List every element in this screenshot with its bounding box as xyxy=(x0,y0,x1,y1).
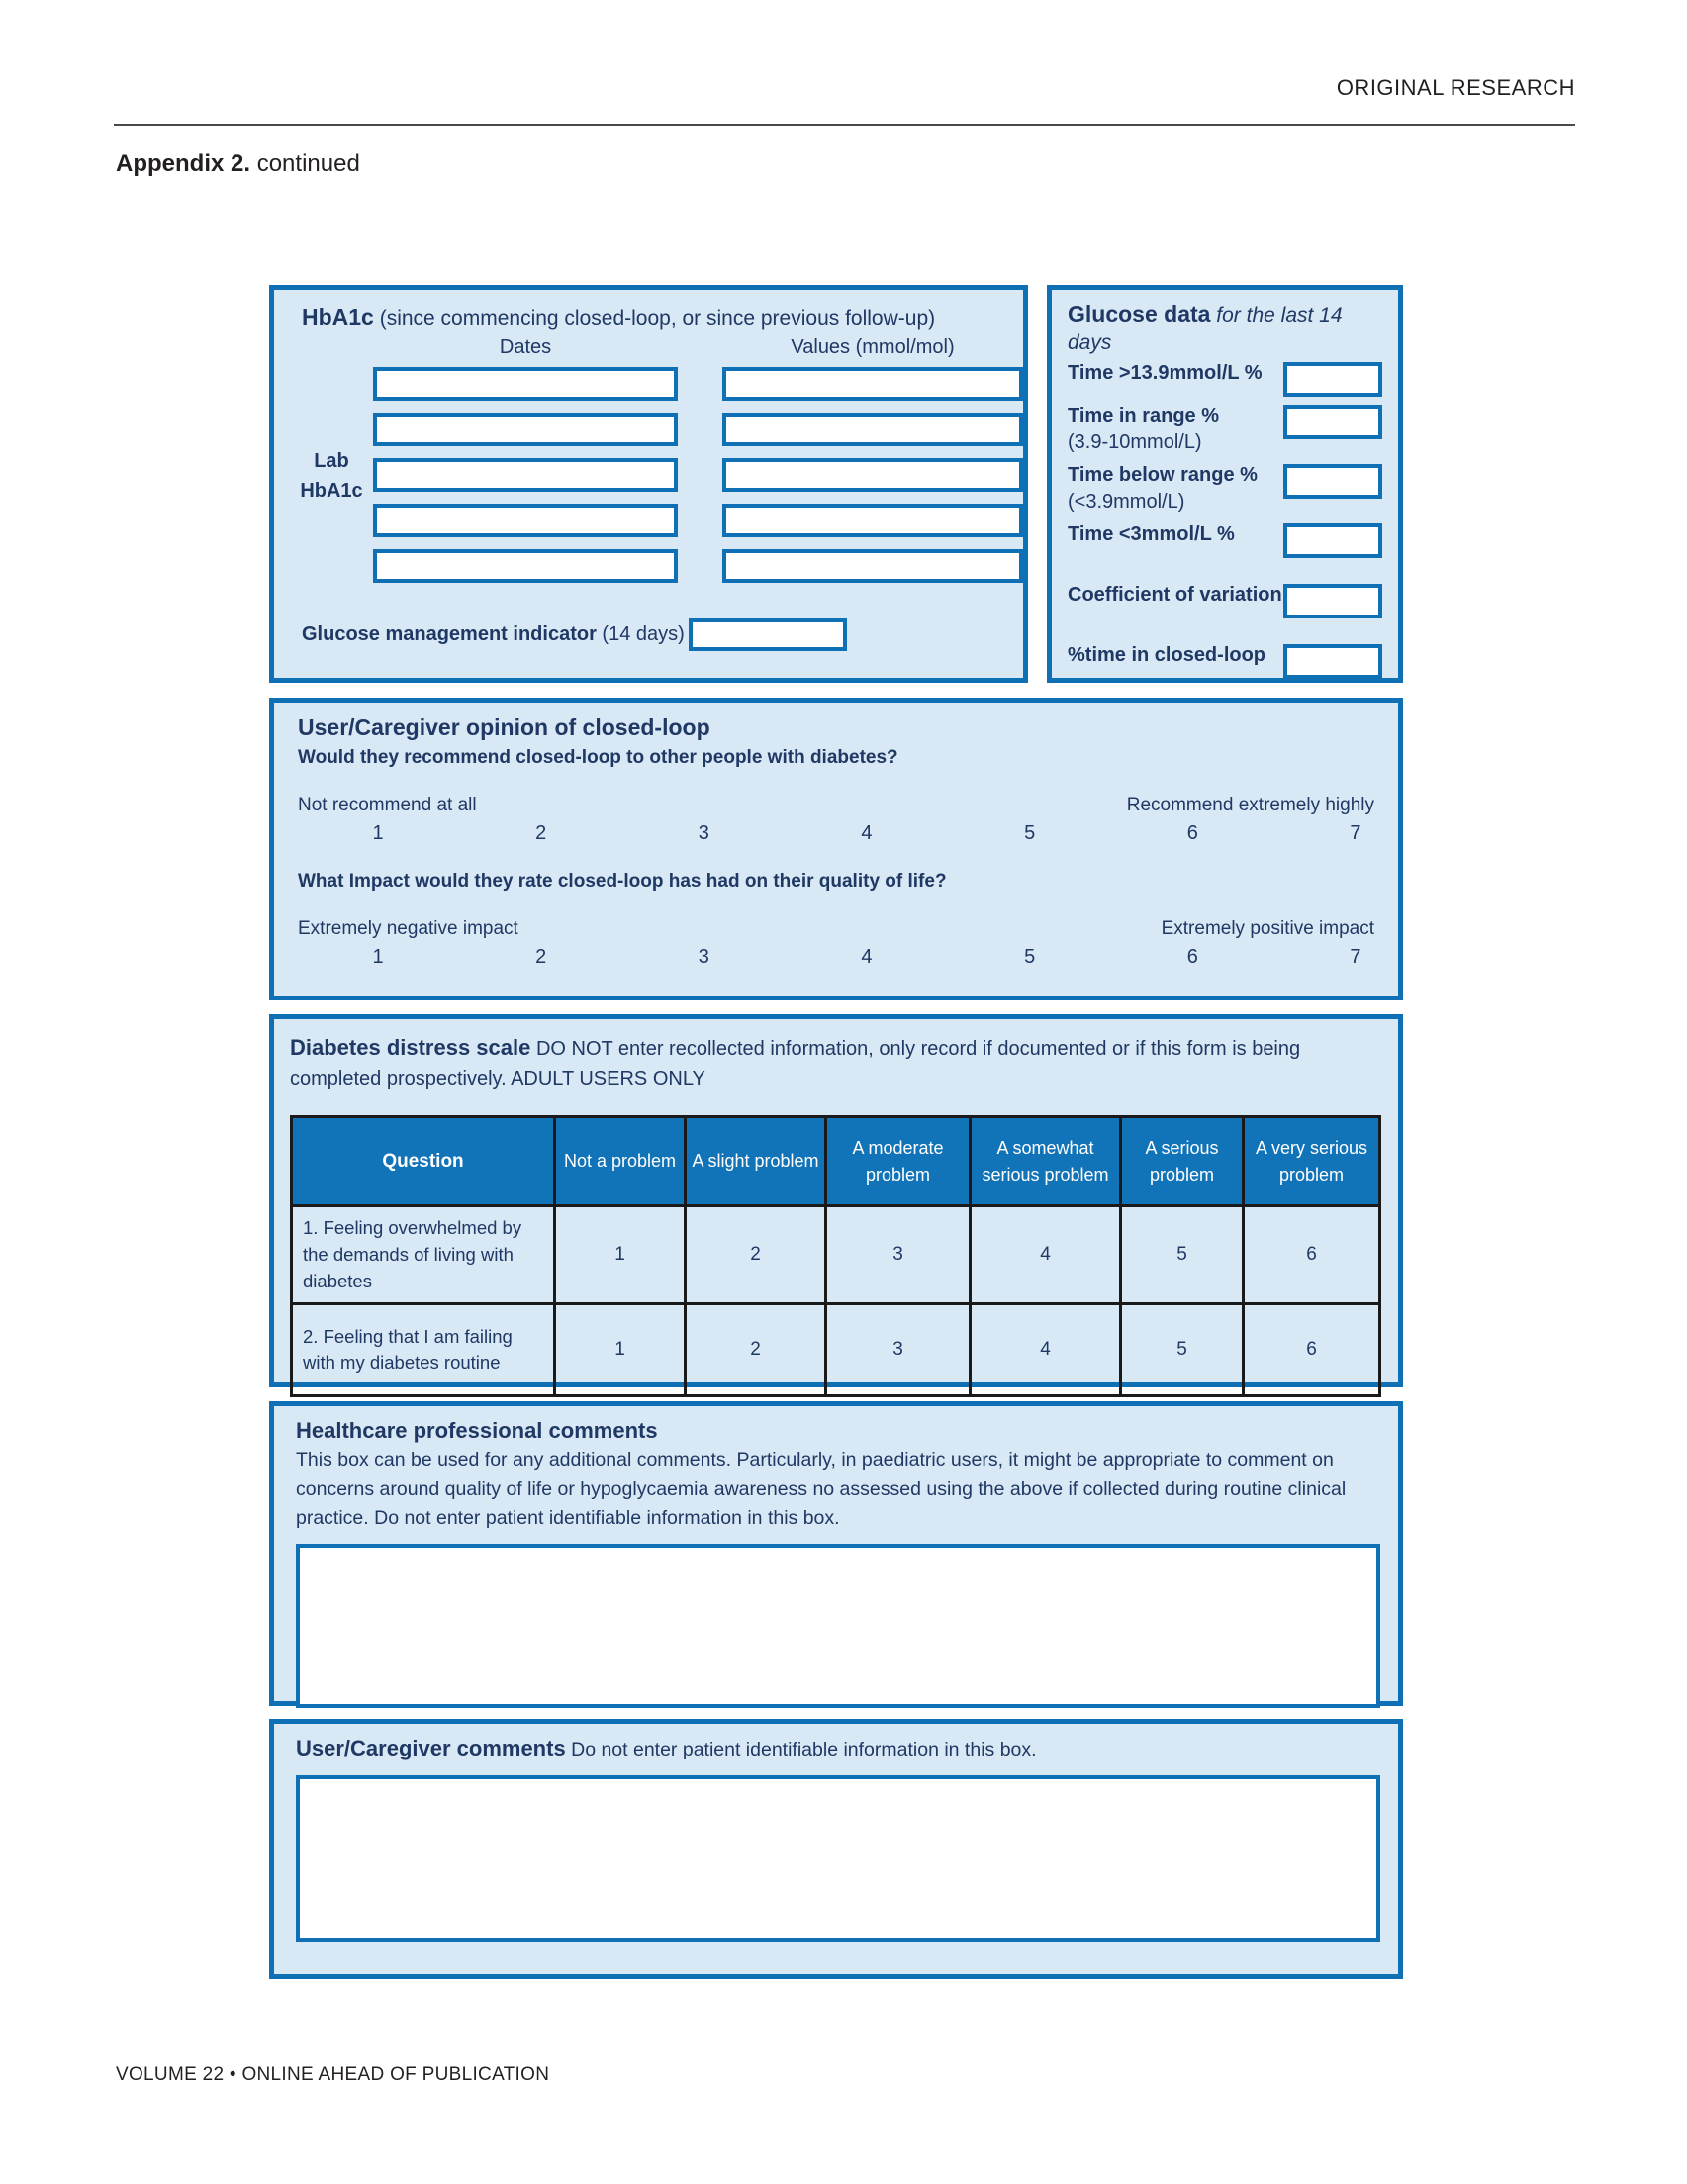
distress-row-1 xyxy=(292,1206,1380,1304)
top-row xyxy=(269,285,1403,683)
col-very-serious-problem: A very serious problem xyxy=(1244,1117,1380,1206)
metric-coefficient xyxy=(1068,582,1382,618)
hcp-comments-title: Healthcare professional comments xyxy=(296,1418,658,1443)
metric-time-under-3-label: Time <3mmol/L % xyxy=(1068,523,1235,546)
hba1c-rows xyxy=(373,367,1023,583)
lab-label-line2: HbA1c xyxy=(300,480,363,502)
distress-table xyxy=(290,1115,1381,1397)
scale-2-option-3[interactable]: 3 xyxy=(698,946,709,968)
glucose-subtitle-text: for the last 14 days xyxy=(1068,304,1343,354)
closed-loop-time-input[interactable] xyxy=(1283,644,1382,679)
scale-1-option-1[interactable]: 1 xyxy=(372,822,384,844)
appendix-title xyxy=(116,150,360,178)
col-serious-problem: A serious problem xyxy=(1121,1117,1244,1206)
hba1c-row-3 xyxy=(373,458,1023,492)
scale-2-option-6[interactable]: 6 xyxy=(1186,946,1198,968)
col-not-a-problem: Not a problem xyxy=(555,1117,686,1206)
scale-1-option-4[interactable]: 4 xyxy=(861,822,873,844)
scale-2-option-1[interactable]: 1 xyxy=(372,946,384,968)
hba1c-column-headers xyxy=(373,336,1023,359)
scale-1-option-3[interactable]: 3 xyxy=(698,822,709,844)
user-comments-title xyxy=(296,1736,1376,1761)
col-question: Question xyxy=(292,1117,555,1206)
opinion-scale-2 xyxy=(298,940,1374,969)
col-somewhat-serious-problem: A somewhat serious problem xyxy=(971,1117,1121,1206)
opinion-question-2: What Impact would they rate closed-loop has had on their quality of life? xyxy=(298,871,947,892)
scale-2-option-5[interactable]: 5 xyxy=(1024,946,1036,968)
scale-1-option-2[interactable]: 2 xyxy=(535,822,547,844)
distress-section xyxy=(269,1014,1403,1387)
header-divider xyxy=(114,124,1575,126)
q2-option-3[interactable]: 3 xyxy=(826,1304,971,1396)
metric-closed-loop-time xyxy=(1068,642,1382,679)
hba1c-title-text: HbA1c xyxy=(302,304,374,330)
coefficient-label: Coefficient of variation xyxy=(1068,584,1282,607)
hba1c-section xyxy=(269,285,1028,683)
q2-option-4[interactable]: 4 xyxy=(971,1304,1121,1396)
glucose-management-indicator-line xyxy=(302,618,1023,651)
metric-time-below xyxy=(1068,462,1382,516)
values-column-header: Values (mmol/mol) xyxy=(791,336,955,358)
distress-instructions: DO NOT enter recollected information, only record if documented or if this form is being completed prospectively. ADULT USERS ONLY xyxy=(290,1038,1301,1090)
form-content xyxy=(269,285,1403,1979)
hba1c-date-input-3[interactable] xyxy=(373,458,678,492)
gmi-input[interactable] xyxy=(689,618,847,651)
user-comments-note: Do not enter patient identifiable information in this box. xyxy=(571,1739,1037,1760)
lab-hba1c-label xyxy=(296,446,367,506)
metric-time-under-3 xyxy=(1068,522,1382,558)
time-under-3-input[interactable] xyxy=(1283,523,1382,558)
coefficient-input[interactable] xyxy=(1283,584,1382,618)
time-in-range-input[interactable] xyxy=(1283,405,1382,439)
appendix-number: Appendix 2. xyxy=(116,150,251,177)
distress-title-text: Diabetes distress scale xyxy=(290,1035,531,1060)
hba1c-date-input-5[interactable] xyxy=(373,549,678,583)
dates-column-header: Dates xyxy=(499,336,552,358)
q2-option-2[interactable]: 2 xyxy=(686,1304,826,1396)
metric-time-below-label: Time below range % (<3.9mmol/L) xyxy=(1068,464,1258,514)
user-comments-section xyxy=(269,1719,1403,1979)
q2-option-1[interactable]: 1 xyxy=(555,1304,686,1396)
q2-option-6[interactable]: 6 xyxy=(1244,1304,1380,1396)
journal-section-label: ORIGINAL RESEARCH xyxy=(1336,75,1575,100)
scale-1-option-7[interactable]: 7 xyxy=(1350,822,1361,844)
hba1c-value-input-1[interactable] xyxy=(722,367,1023,401)
user-comments-title-text: User/Caregiver comments xyxy=(296,1736,566,1760)
time-below-input[interactable] xyxy=(1283,464,1382,499)
opinion-scale-2-labels xyxy=(298,918,1374,940)
q1-option-1[interactable]: 1 xyxy=(555,1206,686,1304)
hcp-comments-textarea[interactable] xyxy=(296,1544,1380,1708)
hba1c-row-2 xyxy=(373,413,1023,446)
col-moderate-problem: A moderate problem xyxy=(826,1117,971,1206)
opinion-title: User/Caregiver opinion of closed-loop xyxy=(298,714,710,740)
scale-2-left-label: Extremely negative impact xyxy=(298,918,518,939)
q2-option-5[interactable]: 5 xyxy=(1121,1304,1244,1396)
scale-2-option-7[interactable]: 7 xyxy=(1350,946,1361,968)
opinion-scale-1 xyxy=(298,816,1374,845)
hba1c-subtitle-text: (since commencing closed-loop, or since previous follow-up) xyxy=(379,307,936,330)
q1-option-4[interactable]: 4 xyxy=(971,1206,1121,1304)
scale-1-right-label: Recommend extremely highly xyxy=(1126,795,1374,815)
scale-2-option-2[interactable]: 2 xyxy=(535,946,547,968)
hba1c-row-1 xyxy=(373,367,1023,401)
scale-1-left-label: Not recommend at all xyxy=(298,795,477,815)
hba1c-date-input-4[interactable] xyxy=(373,504,678,537)
q1-option-3[interactable]: 3 xyxy=(826,1206,971,1304)
distress-row-2 xyxy=(292,1304,1380,1396)
metric-time-in-range xyxy=(1068,403,1382,456)
glucose-title-text: Glucose data xyxy=(1068,301,1211,327)
time-above-input[interactable] xyxy=(1283,362,1382,397)
opinion-question-1: Would they recommend closed-loop to other people with diabetes? xyxy=(298,747,898,768)
metric-time-above-label: Time >13.9mmol/L % xyxy=(1068,362,1263,385)
q1-option-6[interactable]: 6 xyxy=(1244,1206,1380,1304)
glucose-data-section xyxy=(1047,285,1403,683)
opinion-section xyxy=(269,698,1403,1000)
col-slight-problem: A slight problem xyxy=(686,1117,826,1206)
gmi-label: Glucose management indicator xyxy=(302,622,597,645)
scale-1-option-6[interactable]: 6 xyxy=(1186,822,1198,844)
hba1c-row-4 xyxy=(373,504,1023,537)
distress-q1: 1. Feeling overwhelmed by the demands of living with diabetes xyxy=(292,1206,555,1304)
hcp-comments-description: This box can be used for any additional comments. Particularly, in paediatric users, it might be appropriate to comment on concerns around quality of life or hypoglycaemia awareness no assessed using the above if collected during routine clinical practice. Do not enter patient identifiable information in this box. xyxy=(296,1449,1347,1530)
appendix-continued: continued xyxy=(256,150,360,177)
hba1c-section-title xyxy=(302,304,1023,331)
hba1c-value-input-5[interactable] xyxy=(722,549,1023,583)
hba1c-value-input-2[interactable] xyxy=(722,413,1023,446)
lab-label-line1: Lab xyxy=(314,450,349,472)
scale-2-right-label: Extremely positive impact xyxy=(1161,918,1374,939)
closed-loop-time-label: %time in closed-loop xyxy=(1068,644,1266,667)
opinion-scale-1-labels xyxy=(298,795,1374,816)
metric-time-in-range-label: Time in range % (3.9-10mmol/L) xyxy=(1068,405,1220,454)
gmi-note: (14 days) xyxy=(602,622,685,645)
scale-1-option-5[interactable]: 5 xyxy=(1024,822,1036,844)
user-comments-textarea[interactable] xyxy=(296,1775,1380,1942)
distress-header-row xyxy=(292,1117,1380,1206)
metric-time-above xyxy=(1068,360,1382,397)
glucose-section-title xyxy=(1068,300,1382,356)
page-footer: VOLUME 22 • ONLINE AHEAD OF PUBLICATION xyxy=(116,2064,550,2085)
hba1c-row-5 xyxy=(373,549,1023,583)
q1-option-2[interactable]: 2 xyxy=(686,1206,826,1304)
hba1c-value-input-4[interactable] xyxy=(722,504,1023,537)
distress-q2: 2. Feeling that I am failing with my diabetes routine xyxy=(292,1304,555,1396)
q1-option-5[interactable]: 5 xyxy=(1121,1206,1244,1304)
hba1c-value-input-3[interactable] xyxy=(722,458,1023,492)
scale-2-option-4[interactable]: 4 xyxy=(861,946,873,968)
hba1c-date-input-2[interactable] xyxy=(373,413,678,446)
distress-title xyxy=(290,1031,1368,1093)
hba1c-date-input-1[interactable] xyxy=(373,367,678,401)
hcp-comments-section xyxy=(269,1401,1403,1706)
